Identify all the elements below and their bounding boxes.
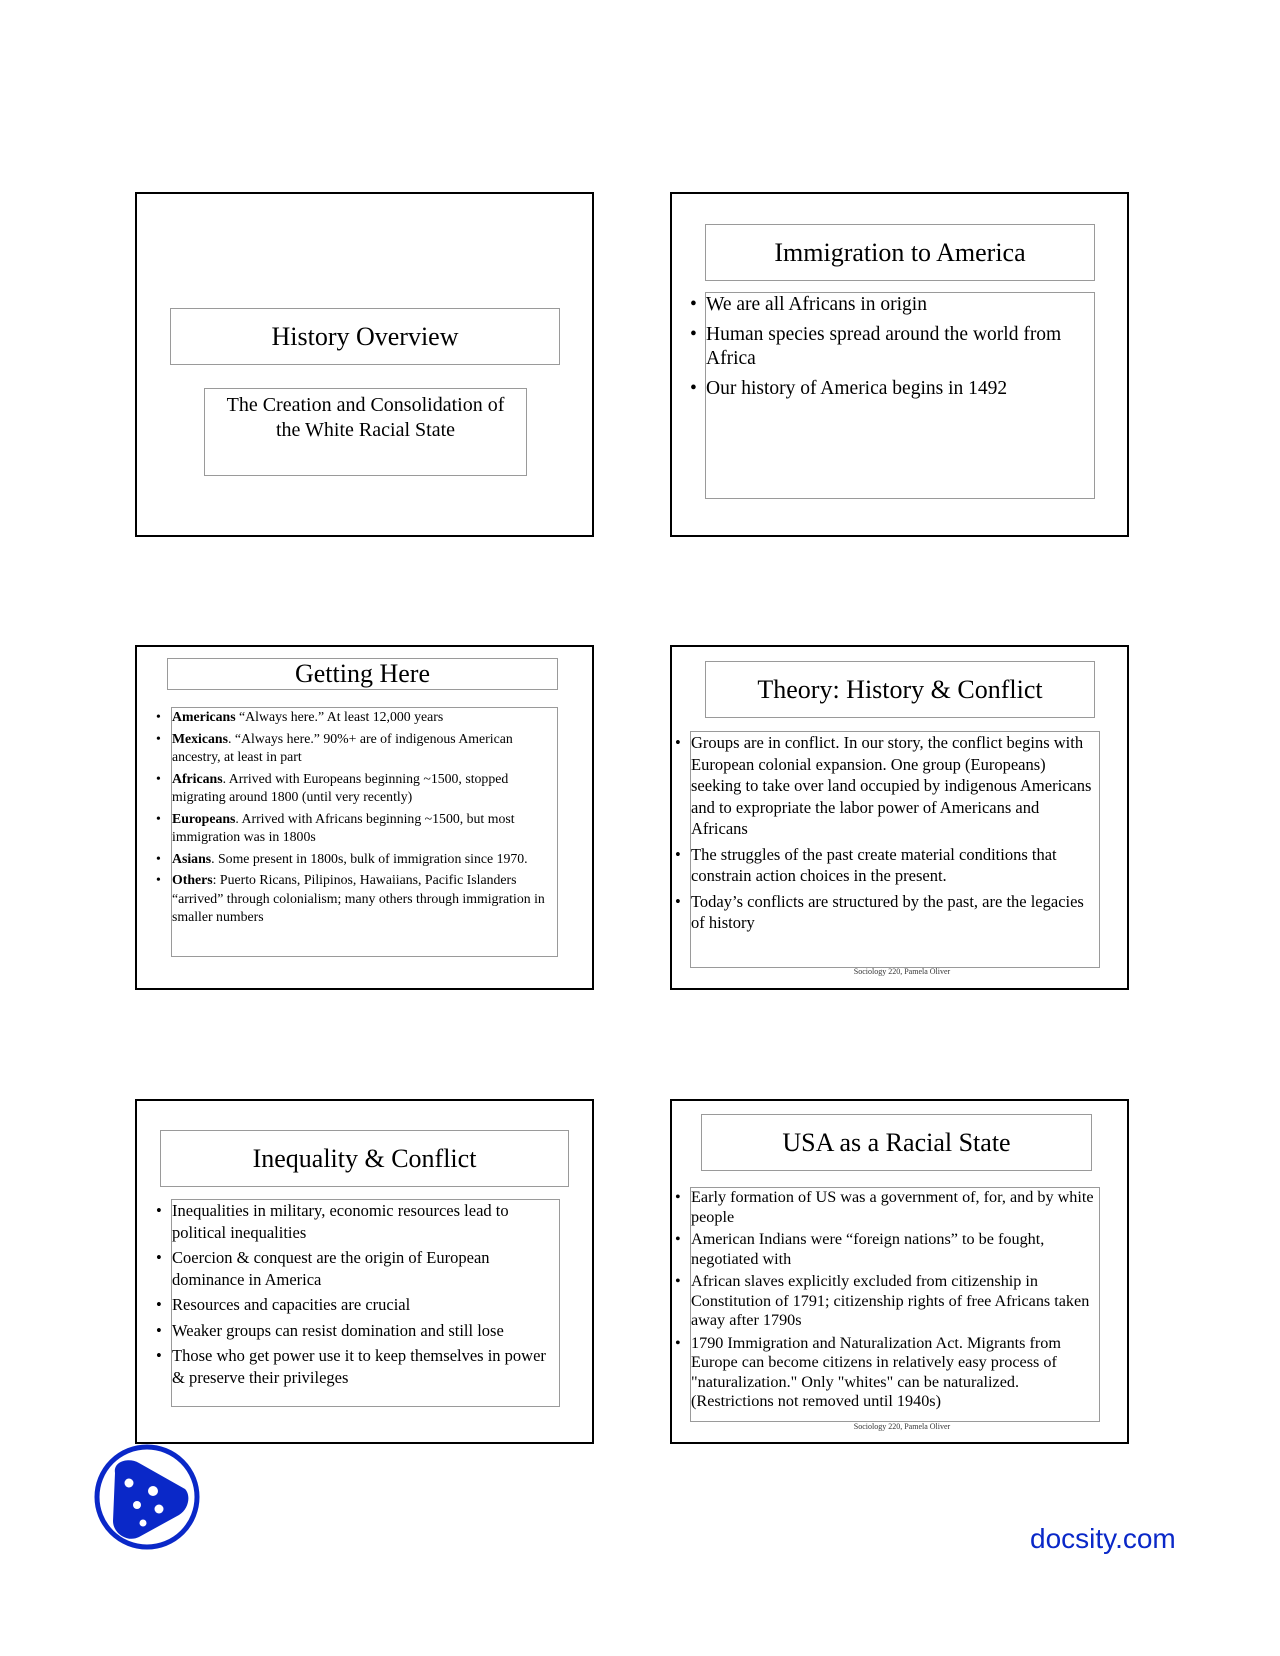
docsity-logo-icon[interactable] bbox=[93, 1443, 201, 1551]
slide-title: Immigration to America bbox=[774, 237, 1026, 267]
slide-title: Inequality & Conflict bbox=[252, 1143, 477, 1173]
slide-body-box bbox=[690, 731, 1100, 968]
bullet-item: • Weaker groups can resist domination and still lose bbox=[172, 1320, 559, 1342]
slide-footer: Sociology 220, Pamela Oliver bbox=[853, 967, 951, 976]
bullet-item: • Coercion & conquest are the origin of European dominance in America bbox=[172, 1247, 559, 1290]
slide-title-box bbox=[705, 224, 1095, 281]
bullet-item: • Europeans. Arrived with Africans beginning ~1500, but most immigration was in 1800s bbox=[172, 810, 557, 847]
slide-title: USA as a Racial State bbox=[782, 1127, 1011, 1157]
slide-getting-here bbox=[135, 645, 594, 990]
slide-title-box bbox=[705, 661, 1095, 718]
slide-title-box bbox=[701, 1114, 1092, 1171]
slide-title-box bbox=[170, 308, 560, 365]
slide-title: History Overview bbox=[271, 321, 459, 351]
slide-body-box bbox=[171, 1199, 560, 1407]
bullet-list bbox=[706, 293, 1094, 401]
bullet-term: Americans bbox=[172, 709, 236, 724]
bullet-item: • Africans. Arrived with Europeans beginning ~1500, stopped migrating around 1800 (until very recently) bbox=[172, 770, 557, 807]
bullet-item: • Today’s conflicts are structured by the past, are the legacies of history bbox=[691, 891, 1099, 934]
docsity-brand-link[interactable] bbox=[1030, 1523, 1176, 1555]
slide-title-box bbox=[167, 658, 558, 690]
bullet-term: Europeans bbox=[172, 810, 236, 826]
slide-title: Getting Here bbox=[294, 659, 430, 688]
slide-title: Theory: History & Conflict bbox=[757, 674, 1043, 704]
bullet-item: • We are all Africans in origin bbox=[706, 293, 1094, 317]
bullet-item: • Resources and capacities are crucial bbox=[172, 1294, 559, 1316]
slide-title-box bbox=[160, 1130, 569, 1187]
slide-footer: Sociology 220, Pamela Oliver bbox=[853, 1422, 951, 1431]
bullet-item: • The struggles of the past create material conditions that constrain action choices in the present. bbox=[691, 844, 1099, 887]
slide-history-overview bbox=[135, 192, 594, 537]
bullet-item: • Mexicans. “Always here.” 90%+ are of indigenous American ancestry, at least in part bbox=[172, 730, 557, 767]
brand-text[interactable]: docsity.com bbox=[1030, 1523, 1176, 1554]
bullet-term: Mexicans bbox=[172, 730, 228, 746]
slide-usa-racial-state bbox=[670, 1099, 1129, 1444]
bullet-list bbox=[691, 732, 1099, 934]
bullet-term: Asians bbox=[172, 850, 212, 866]
bullet-item: • Our history of America begins in 1492 bbox=[706, 377, 1094, 401]
slide-body-box bbox=[690, 1187, 1100, 1422]
bullet-item: • Americans “Always here.” At least 12,000 years bbox=[172, 708, 557, 727]
bullet-list bbox=[691, 1188, 1099, 1412]
bullet-item: • Asians. Some present in 1800s, bulk of immigration since 1970. bbox=[172, 850, 557, 869]
bullet-term: Others bbox=[172, 872, 213, 887]
bullet-item: • Inequalities in military, economic resources lead to political inequalities bbox=[172, 1200, 559, 1243]
slide-subtitle: The Creation and Consolidation of the White Racial State bbox=[226, 394, 505, 441]
slide-immigration-to-america bbox=[670, 192, 1129, 537]
slide-subtitle-box bbox=[204, 388, 527, 476]
slide-inequality-conflict bbox=[135, 1099, 594, 1444]
slide-body-box bbox=[171, 707, 558, 957]
bullet-item: • African slaves explicitly excluded from citizenship in Constitution of 1791; citizenship rights of free Africans taken away after 1790s bbox=[691, 1272, 1099, 1331]
slide-theory-history-conflict bbox=[670, 645, 1129, 990]
bullet-item: • Those who get power use it to keep themselves in power & preserve their privileges bbox=[172, 1345, 559, 1388]
bullet-item: • Others: Puerto Ricans, Pilipinos, Hawaiians, Pacific Islanders “arrived” through colonialism; many others through immigration in smaller numbers bbox=[172, 871, 557, 927]
bullet-item: • Early formation of US was a government of, for, and by white people bbox=[691, 1188, 1099, 1227]
bullet-item: • American Indians were “foreign nations” to be fought, negotiated with bbox=[691, 1230, 1099, 1269]
bullet-item: • 1790 Immigration and Naturalization Act. Migrants from Europe can become citizens in relatively easy process of "naturalization." Only "whites" can be naturalized. (Restrictions not removed until 1940s) bbox=[691, 1334, 1099, 1412]
bullet-term: Africans bbox=[172, 770, 223, 786]
bullet-list bbox=[172, 1200, 559, 1388]
bullet-item: • Human species spread around the world from Africa bbox=[706, 323, 1094, 371]
bullet-list bbox=[172, 708, 557, 927]
bullet-item: • Groups are in conflict. In our story, the conflict begins with European colonial expansion. One group (Europeans) seeking to take over land occupied by indigenous Americans and to expropriate the labor power of Americans and Africans bbox=[691, 732, 1099, 840]
slide-body-box bbox=[705, 292, 1095, 499]
